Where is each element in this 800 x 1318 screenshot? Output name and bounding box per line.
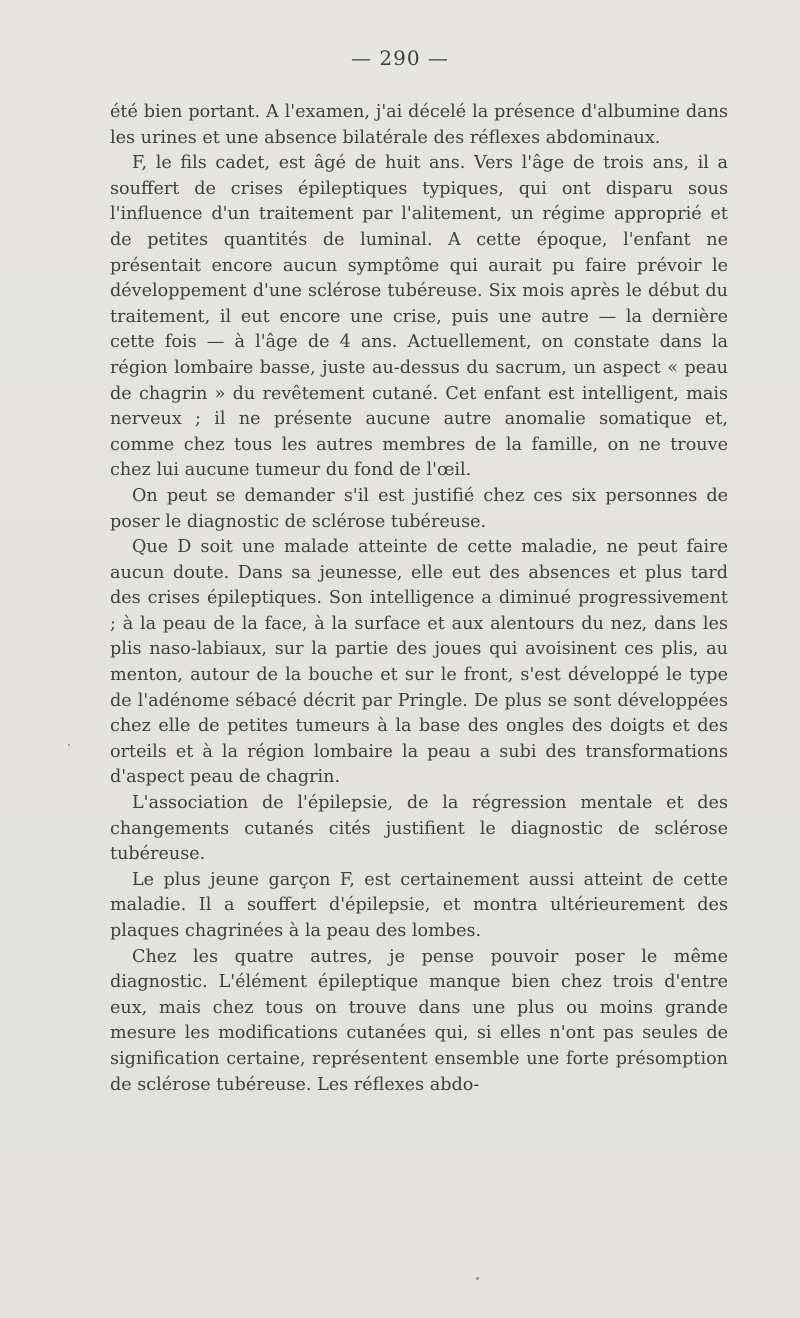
paper-speck (68, 744, 70, 746)
paragraph-youngest-boy: Le plus jeune garçon F, est certainement aussi atteint de cette maladie. Il a souffert d'épilepsie, et montra ultérieurement des plaques chagrinées à la peau des lombes. (110, 869, 728, 941)
paragraph-association: L'association de l'épilepsie, de la régression mentale et des changements cutanés cités justifient le diagnostic de sclérose tubéreuse. (110, 793, 728, 865)
paper-speck (476, 1277, 479, 1280)
paragraph-d-case: Que D soit une malade atteinte de cette maladie, ne peut faire aucun doute. Dans sa jeunesse, elle eut des absences et plus tard des crises épileptiques. Son intelligence a diminué progressivement ; à la peau de la face, à la surface et aux alentours du nez, dans les plis naso-labiaux, sur la partie des joues qui avoisinent ces plis, au menton, autour de la bouche et sur le front, s'est développé le type de l'adénome sébacé décrit par Pringle. De plus se sont développées chez elle de petites tumeurs à la base des ongles des doigts et des orteils et à la région lombaire la peau a subi des transformations d'aspect peau de chagrin. (110, 537, 728, 788)
body-text (110, 100, 728, 1098)
paragraph-f-case: F, le fils cadet, est âgé de huit ans. Vers l'âge de trois ans, il a souffert de crises épileptiques typiques, qui ont disparu sous l'influence d'un traitement par l'alitement, un régime approprié et de petites quantités de luminal. A cette époque, l'enfant ne présentait encore aucun symptôme qui aurait pu faire prévoir le développement d'une sclérose tubéreuse. Six mois après le début du traitement, il eut encore une crise, puis une autre — la dernière cette fois — à l'âge de 4 ans. Actuellement, on constate dans la région lombaire basse, juste au-dessus du sacrum, un aspect « peau de chagrin » du revêtement cutané. Cet enfant est intelligent, mais nerveux ; il ne présente aucune autre anomalie somatique et, comme chez tous les autres membres de la famille, on ne trouve chez lui aucune tumeur du fond de l'œil. (110, 153, 728, 481)
page-number: — 290 — (351, 46, 449, 70)
paragraph-question: On peut se demander s'il est justifié chez ces six personnes de poser le diagnostic de sclérose tubéreuse. (110, 485, 728, 532)
paragraph-four-others: Chez les quatre autres, je pense pouvoir poser le même diagnostic. L'élément épileptique manque bien chez trois d'entre eux, mais chez tous on trouve dans une plus ou moins grande mesure les modifications cutanées qui, si elles n'ont pas seules de signification certaine, représentent ensemble une forte présomption de sclérose tubéreuse. Les réflexes abdo- (110, 946, 728, 1095)
paragraph-continuation: été bien portant. A l'examen, j'ai décelé la présence d'albumine dans les urines et une absence bilatérale des réflexes abdominaux. (110, 102, 728, 148)
